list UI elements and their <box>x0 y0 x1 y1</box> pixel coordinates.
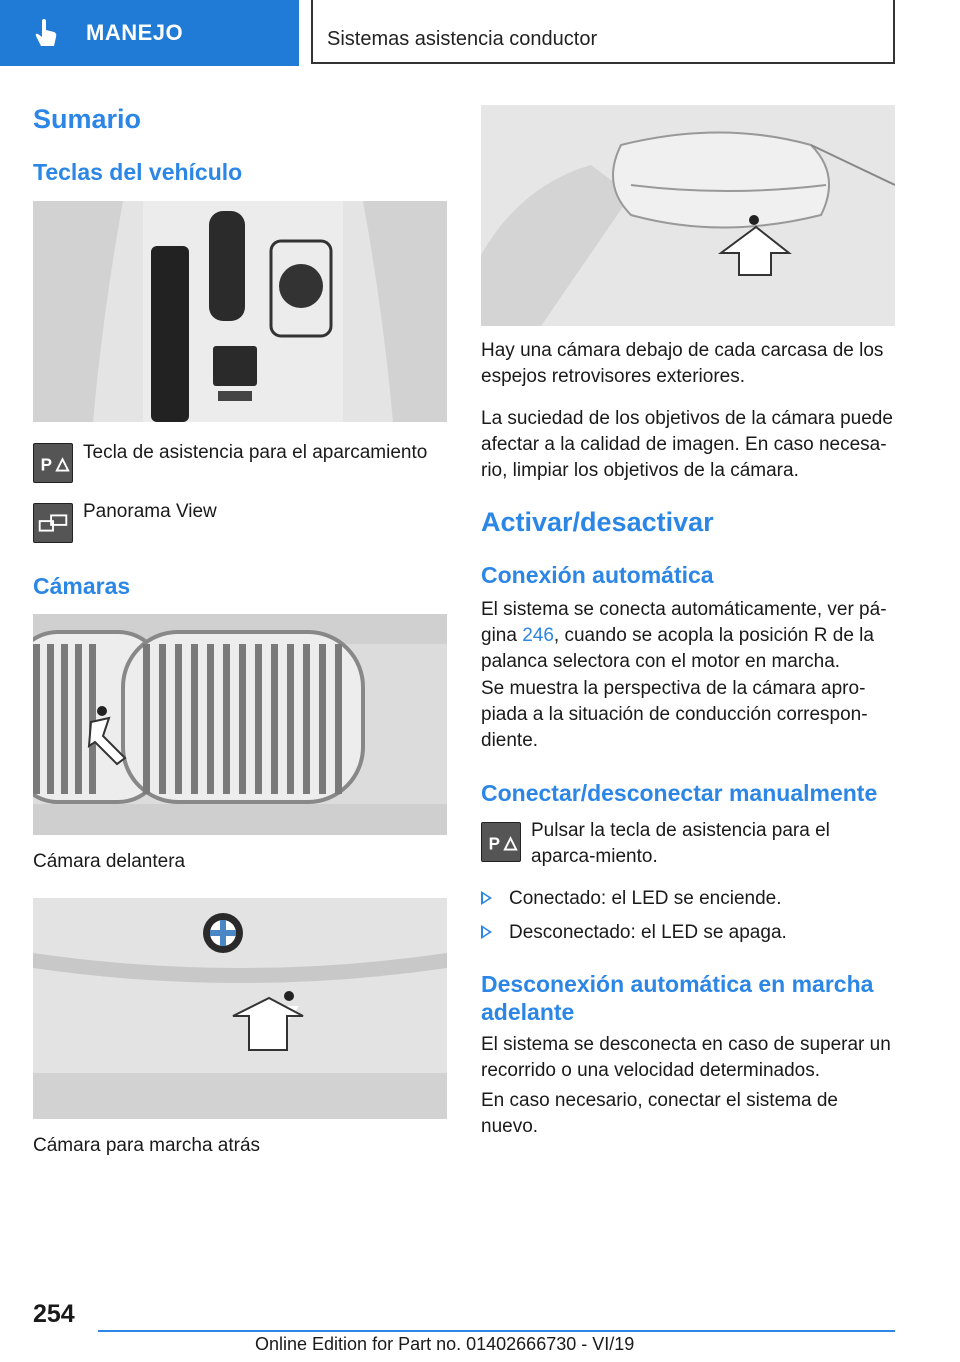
bullet-triangle-icon <box>481 891 492 905</box>
perspective-text: Se muestra la perspectiva de la cámara apro-piada a la situación de conducción correspon-diente. <box>481 678 868 751</box>
manual-heading: Conectar/desconectar manualmente <box>481 780 878 806</box>
chapter-title: Sistemas asistencia conductor <box>327 28 598 50</box>
key-label-panorama: Panorama View <box>83 501 217 522</box>
auto-off-heading: Desconexión automática en marcha adelante <box>481 971 874 1025</box>
rear-camera-caption: Cámara para marcha atrás <box>33 1135 261 1156</box>
parking-assist-key-icon <box>481 822 521 862</box>
auto-off-text: El sistema se desconecta en caso de superar un recorrido o una velocidad determinados. <box>481 1034 891 1081</box>
svg-text:P: P <box>488 834 501 854</box>
section-label: MANEJO <box>86 20 184 45</box>
bullet-text: Conectado: el LED se enciende. <box>509 888 782 909</box>
manual-text: Pulsar la tecla de asistencia para el aparca-miento. <box>531 820 830 867</box>
section-tab <box>0 0 299 66</box>
cameras-heading: Cámaras <box>33 573 131 599</box>
svg-text:P: P <box>40 455 53 475</box>
hand-pointer-icon <box>34 18 58 48</box>
auto-connect-text-pre: El sistema se conecta automáticamente, ver pá-gina <box>481 599 887 646</box>
auto-connect-text <box>481 597 895 675</box>
activate-heading: Activar/desactivar <box>481 507 714 537</box>
list-item <box>481 886 895 912</box>
page-title: Sumario <box>33 104 142 134</box>
side-mirror-photo <box>481 105 895 326</box>
parking-assist-key-icon <box>33 443 73 483</box>
page-number: 254 <box>33 1300 75 1328</box>
edition-footer: Online Edition for Part no. 01402666730 - VI/19 <box>255 1334 635 1354</box>
rear-trunk-photo <box>33 898 447 1119</box>
bullet-triangle-icon <box>481 925 492 939</box>
keys-heading: Teclas del vehículo <box>33 159 243 185</box>
front-camera-caption: Cámara delantera <box>33 851 186 872</box>
key-label-parking: Tecla de asistencia para el aparcamiento <box>83 442 428 463</box>
list-item <box>481 920 895 946</box>
page-link-246[interactable]: 246 <box>522 625 554 646</box>
auto-connect-heading: Conexión automática <box>481 562 714 588</box>
panorama-view-key-icon <box>33 503 73 543</box>
reconnect-text: En caso necesario, conectar el sistema de nuevo. <box>481 1090 838 1137</box>
front-grille-photo <box>33 614 447 835</box>
auto-connect-text-post: , cuando se acopla la posición R de la palanca selectora con el motor en marcha. <box>481 625 874 672</box>
center-console-photo <box>33 201 447 422</box>
dirt-warning-text: La suciedad de los objetivos de la cámara puede afectar a la calidad de imagen. En caso necesa-rio, limpiar los objetivos de la cámara. <box>481 408 893 481</box>
chapter-header <box>311 0 895 64</box>
bullet-text: Desconectado: el LED se apaga. <box>509 922 787 943</box>
mirror-camera-text: Hay una cámara debajo de cada carcasa de los espejos retrovisores exteriores. <box>481 340 884 387</box>
footer-rule <box>98 1330 895 1332</box>
